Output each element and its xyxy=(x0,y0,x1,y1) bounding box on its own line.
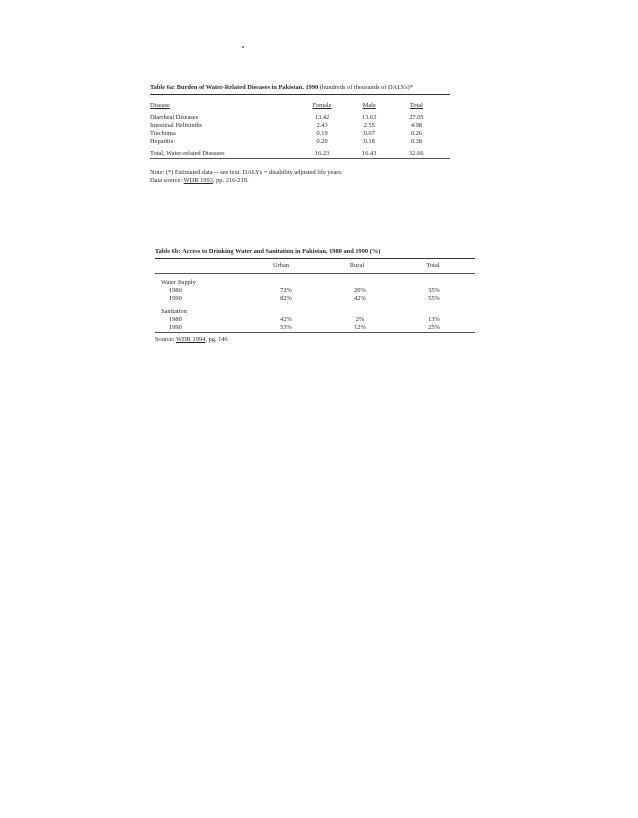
header-total: Total xyxy=(409,102,423,109)
table-row xyxy=(150,130,440,138)
cell-female: 16.23 xyxy=(314,150,330,157)
table-row xyxy=(155,324,471,332)
source-suffix: , pp. 216-219. xyxy=(212,177,249,184)
cell-total: 25% xyxy=(428,324,440,331)
table-6b-grid xyxy=(155,259,471,273)
cell-female: 0.20 xyxy=(316,138,328,145)
table-6a-title: Burden of Water-Related Diseases in Pakistan, 1990 xyxy=(176,84,319,91)
cell-year: 1980 xyxy=(169,316,182,323)
cell-year: 1980 xyxy=(169,287,182,294)
group-label-row xyxy=(155,279,471,287)
scan-speck xyxy=(242,46,244,48)
source-prefix: Source: xyxy=(155,336,175,343)
header-urban: Urban xyxy=(273,262,289,269)
table-row xyxy=(155,316,471,324)
cell-total: 35% xyxy=(428,287,440,294)
table-6b-body xyxy=(155,274,471,332)
cell-male: 13.63 xyxy=(362,114,377,121)
table-6a-caption xyxy=(150,84,450,92)
table-6a-header-row xyxy=(150,102,440,110)
table-6a-label: Table 6a: xyxy=(150,84,176,91)
source-link[interactable]: WDR 1994 xyxy=(176,336,206,343)
header-total: Total xyxy=(426,262,440,269)
table-6b-caption xyxy=(155,248,475,256)
table-6a-units: (hundreds of thousands of DALYs)* xyxy=(319,84,413,91)
table-6b-bottom-rule xyxy=(155,332,475,333)
cell-rural: 12% xyxy=(354,324,366,331)
cell-disease: Total, Water-related Diseases xyxy=(150,150,225,157)
table-6a-note: Note: (*) Estimated data -- see text. DALYs = disability adjusted life years. xyxy=(150,169,343,176)
table-6b xyxy=(155,248,475,344)
source-link[interactable]: WDR 1993 xyxy=(183,177,213,184)
cell-female: 0.19 xyxy=(316,130,328,137)
cell-total: 13% xyxy=(428,316,440,323)
cell-rural: 2% xyxy=(355,316,365,323)
cell-total: 55% xyxy=(428,295,440,302)
cell-disease: Trachoma xyxy=(150,130,176,137)
header-female: Female xyxy=(312,102,332,109)
cell-urban: 82% xyxy=(280,295,292,302)
table-6a-notes xyxy=(150,169,450,185)
table-6a xyxy=(150,84,450,185)
cell-year: 1990 xyxy=(169,324,182,331)
table-6a-source xyxy=(150,177,450,185)
cell-male: 0.18 xyxy=(363,138,375,145)
cell-total: 32.66 xyxy=(409,150,424,157)
cell-rural: 42% xyxy=(354,295,366,302)
cell-disease: Hepatitis xyxy=(150,138,174,145)
table-6a-grid xyxy=(150,102,440,158)
group-label-water-supply: Water Supply xyxy=(161,279,196,286)
cell-total: 0.38 xyxy=(410,138,422,145)
cell-male: 2.55 xyxy=(363,122,375,129)
table-total-row xyxy=(150,150,440,158)
cell-urban: 53% xyxy=(280,324,292,331)
header-male: Male xyxy=(362,102,376,109)
table-row xyxy=(150,114,440,122)
cell-total: 0.26 xyxy=(410,130,422,137)
table-6a-bottom-rule xyxy=(150,158,450,159)
table-6b-title: Access to Drinking Water and Sanitation in Pakistan, 1980 and 1990 (%) xyxy=(182,248,381,255)
group-label-sanitation: Sanitation xyxy=(161,308,187,315)
cell-total: 4.98 xyxy=(410,122,422,129)
source-prefix: Data source: xyxy=(150,177,183,184)
cell-female: 2.43 xyxy=(316,122,328,129)
cell-urban: 72% xyxy=(280,287,292,294)
cell-male: 16.43 xyxy=(362,150,377,157)
cell-female: 13.42 xyxy=(314,114,330,121)
table-row xyxy=(155,287,471,295)
table-6b-source xyxy=(155,336,475,344)
cell-year: 1990 xyxy=(169,295,182,302)
table-6b-label: Table 6b: xyxy=(155,248,181,255)
table-6a-top-rule xyxy=(150,94,450,95)
cell-rural: 20% xyxy=(354,287,366,294)
cell-total: 27.05 xyxy=(409,114,424,121)
cell-urban: 42% xyxy=(280,316,292,323)
header-disease: Disease xyxy=(150,102,170,109)
table-row xyxy=(150,122,440,130)
cell-disease: Intestinal Helminths xyxy=(150,122,203,129)
table-row xyxy=(150,138,440,146)
source-suffix: , pg. 146 xyxy=(205,336,228,343)
group-label-row xyxy=(155,308,471,316)
table-row xyxy=(155,295,471,303)
cell-disease: Diarrheal Diseases xyxy=(150,114,199,121)
header-rural: Rural xyxy=(349,262,365,269)
cell-male: 0.07 xyxy=(363,130,375,137)
table-6b-header-row xyxy=(155,259,471,273)
